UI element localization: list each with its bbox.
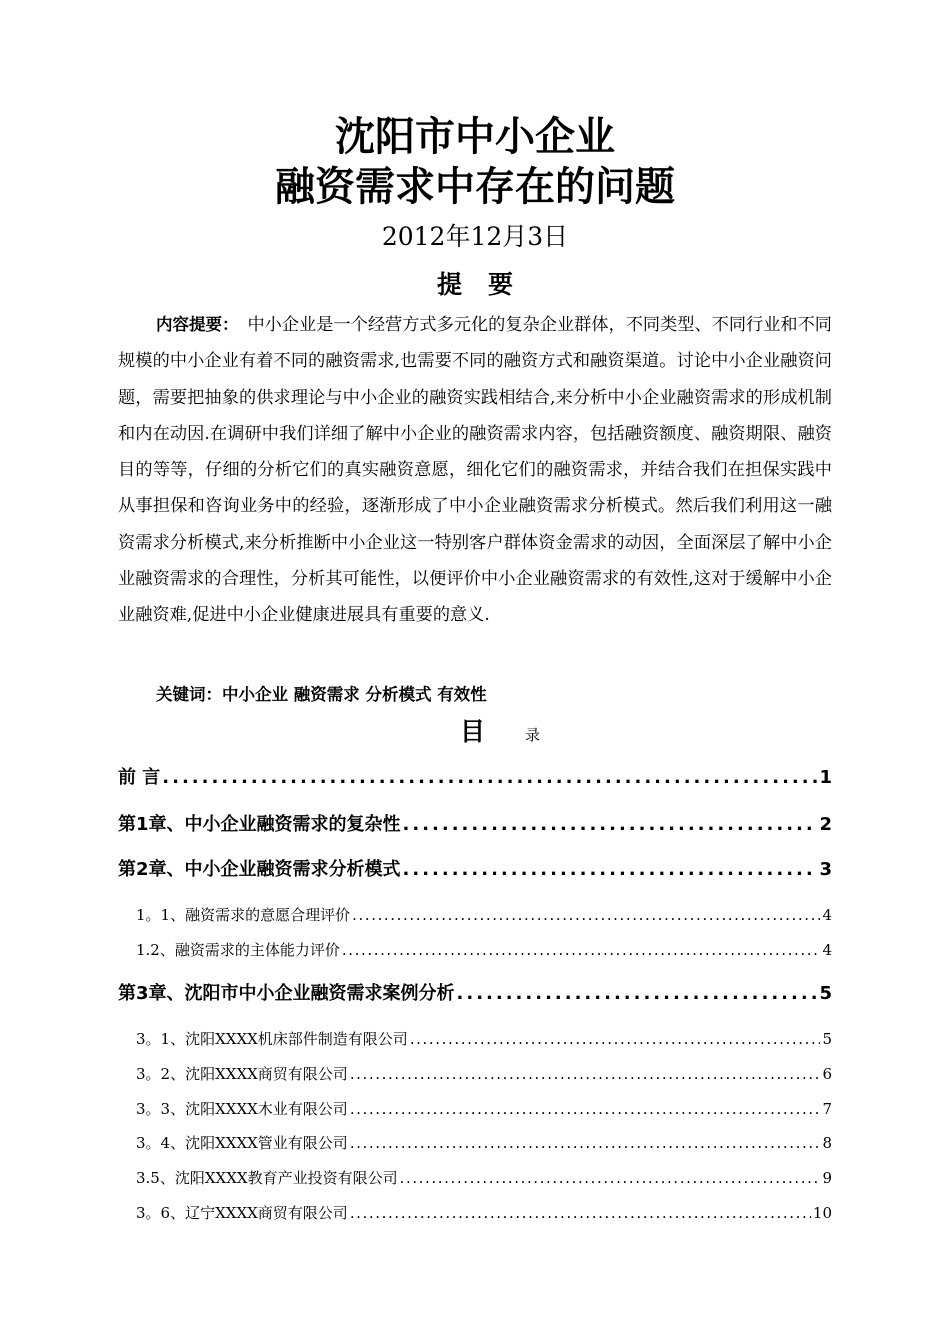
- document-date: 2012年12月3日: [381, 222, 569, 251]
- toc-entry-page: 3: [819, 859, 832, 880]
- toc-leader-dots: [350, 1097, 821, 1121]
- title-line-1: 沈阳市中小企业: [335, 114, 615, 160]
- toc-entry-title: 第3章、沈阳市中小企业融资需求案例分析: [118, 983, 455, 1004]
- toc-entry[interactable]: [136, 1097, 832, 1121]
- toc-entry-title: 3。2、沈阳XXXX商贸有限公司: [136, 1065, 348, 1083]
- toc-leader-dots: [457, 980, 818, 1008]
- abstract-heading: 提要: [436, 270, 539, 299]
- toc-leader-dots: [403, 811, 818, 839]
- abstract-label: 内容提要：: [156, 315, 231, 334]
- toc-entry[interactable]: [118, 856, 832, 884]
- toc-entry-page: 4: [822, 941, 832, 959]
- toc-entry[interactable]: [118, 980, 832, 1008]
- toc-entry-page: 6: [822, 1065, 832, 1083]
- toc-entry-title: 3。4、沈阳XXXX管业有限公司: [136, 1134, 348, 1152]
- toc-heading: [460, 714, 540, 750]
- toc-entry-title: 前 言: [118, 767, 161, 788]
- toc-entry[interactable]: [136, 938, 832, 962]
- toc-leader-dots: [350, 1062, 821, 1086]
- toc-entry-page: 4: [822, 906, 832, 924]
- toc-entry-title: 1.2、融资需求的主体能力评价: [136, 941, 340, 959]
- toc-leader-dots: [403, 856, 818, 884]
- toc-entry[interactable]: [136, 1166, 832, 1190]
- toc-entry-page: 9: [822, 1169, 832, 1187]
- toc-leader-dots: [162, 764, 817, 792]
- abstract-paragraph: [118, 307, 832, 634]
- toc-entry-title: 3。1、沈阳XXXX机床部件制造有限公司: [136, 1030, 408, 1048]
- toc-entry-title: 3。3、沈阳XXXX木业有限公司: [136, 1100, 348, 1118]
- toc-leader-dots: [342, 938, 821, 962]
- toc-entry-page: 5: [822, 1030, 832, 1048]
- toc-entry-page: 1: [819, 767, 832, 788]
- keywords-line: 关键词：中小企业 融资需求 分析模式 有效性: [156, 685, 487, 704]
- toc-entry[interactable]: [136, 1131, 832, 1155]
- toc-entry-page: 8: [822, 1134, 832, 1152]
- toc-entry-page: 10: [812, 1204, 832, 1222]
- toc-entry-title: 3.5、沈阳XXXX教育产业投资有限公司: [136, 1169, 398, 1187]
- toc-heading-main: 目: [460, 717, 486, 746]
- toc-entry-title: 第1章、中小企业融资需求的复杂性: [118, 814, 401, 835]
- abstract-text: 中小企业是一个经营方式多元化的复杂企业群体，不同类型、不同行业和不同规模的中小企业有着不同的融资需求,也需要不同的融资方式和融资渠道。讨论中小企业融资问题，需要把抽象的供求理论与中小企业的融资实践相结合,来分析中小企业融资需求的形成机制和内在动因.在调研中我们详细了解中小企业的融资需求内容，包括融资额度、融资期限、融资目的等等，仔细的分析它们的真实融资意愿，细化它们的融资需求，并结合我们在担保实践中从事担保和咨询业务中的经验，逐渐形成了中小企业融资需求分析模式。然后我们利用这一融资需求分析模式,来分析推断中小企业这一特别客户群体资金需求的动因，全面深层了解中小企业融资需求的合理性，分析其可能性，以便评价中小企业融资需求的有效性,这对于缓解中小企业融资难,促进中小企业健康进展具有重要的意义.: [118, 315, 832, 626]
- toc-leader-dots: [350, 1131, 821, 1155]
- toc-heading-secondary: 录: [525, 726, 541, 744]
- toc-entry-page: 7: [822, 1100, 832, 1118]
- toc-entry[interactable]: [136, 1062, 832, 1086]
- toc-entry[interactable]: [136, 903, 832, 927]
- toc-entry[interactable]: [136, 1027, 832, 1051]
- toc-leader-dots: [400, 1166, 821, 1190]
- toc-entry[interactable]: [118, 811, 832, 839]
- title-line-2: 融资需求中存在的问题: [275, 164, 675, 210]
- toc-leader-dots: [352, 903, 820, 927]
- toc-leader-dots: [350, 1201, 811, 1225]
- toc-entry-page: 5: [819, 983, 832, 1004]
- toc-entry-page: 2: [819, 814, 832, 835]
- toc-entry-title: 1。1、融资需求的意愿合理评价: [136, 906, 351, 924]
- toc-leader-dots: [410, 1027, 821, 1051]
- toc-entry[interactable]: [118, 764, 832, 792]
- toc-entry-title: 第2章、中小企业融资需求分析模式: [118, 859, 401, 880]
- toc-entry[interactable]: [136, 1201, 832, 1225]
- toc-entry-title: 3。6、辽宁XXXX商贸有限公司: [136, 1204, 348, 1222]
